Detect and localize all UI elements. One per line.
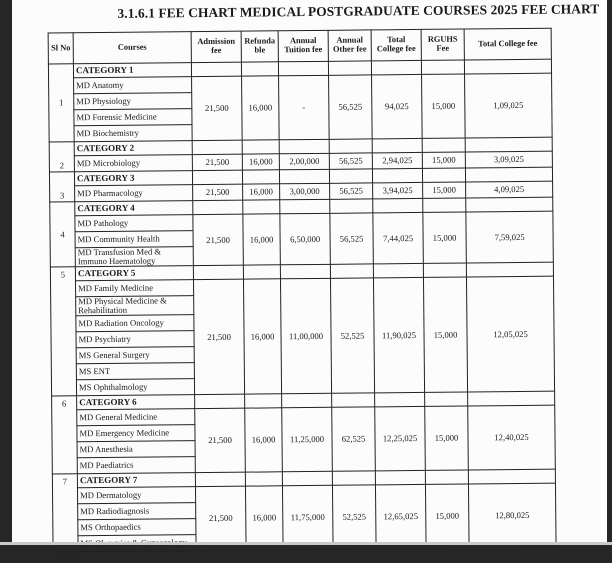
course-row [50,276,553,297]
course-name: MD General Medicine [77,409,195,426]
blank-cell [280,199,330,213]
blank-cell [421,60,464,74]
blank-cell [425,392,468,406]
course-name: MD Pharmacology [75,185,193,202]
course-row [49,73,552,94]
header-annual-other-fee: Annual Other fee [328,30,371,61]
total-college-fee-value: 11,90,025 [373,277,424,393]
blank-cell [193,265,243,279]
category-label: CATEGORY 3 [74,171,192,186]
annual-other-fee-value: 62,525 [332,407,376,471]
viewer-bottom-bar [0,542,612,545]
header-rguhs-fee: RGUHS Fee [421,29,464,60]
refundable-value: 16,000 [245,408,283,472]
grand-total-fee-value: 3,09,025 [465,151,552,168]
blank-cell [373,198,423,212]
blank-cell [195,394,245,408]
blank-cell [373,263,423,277]
blank-cell [330,199,373,213]
course-name: MD Forensic Medicine [74,109,192,126]
blank-cell [243,200,280,214]
refundable-value: 16,000 [243,184,280,200]
course-name: MD Family Medicine [75,280,193,297]
header-refundable: Refunda ble [241,31,278,62]
sl-no-cell: 4 [50,202,76,267]
rguhs-fee-value: 15,000 [422,152,465,168]
total-college-fee-value: 2,94,025 [372,152,422,168]
category-label: CATEGORY 4 [75,201,193,216]
blank-cell [425,470,468,484]
blank-cell [328,61,371,75]
blank-cell [468,469,555,484]
blank-cell [282,471,332,485]
category-label: CATEGORY 5 [75,266,193,281]
blank-cell [279,169,329,183]
blank-cell [242,170,279,184]
blank-cell [371,60,421,74]
refundable-value: 16,000 [243,214,280,265]
blank-cell [279,139,329,153]
annual-other-fee-value: 56,525 [330,183,373,199]
blank-cell [245,394,282,408]
page-title: 3.1.6.1 FEE CHART MEDICAL POSTGRADUATE COURSES 2025 FEE CHART [117,1,600,21]
blank-cell [375,392,425,406]
annual-other-fee-value: 56,525 [329,75,373,139]
rguhs-fee-value: 15,000 [425,406,469,470]
course-name: MD Community Health [75,231,193,248]
course-name: MD Anatomy [74,77,192,94]
blank-cell [465,137,552,152]
grand-total-fee-value: 1,09,025 [465,73,553,138]
blank-cell [422,138,465,152]
admission-fee-value: 21,500 [195,486,246,550]
blank-cell [329,139,372,153]
sl-no-cell: 6 [52,396,78,474]
course-name: MD Dermatology [77,487,195,504]
blank-cell [423,198,466,212]
blank-cell [192,140,242,154]
annual-other-fee-value: 52,525 [330,278,374,393]
category-label: CATEGORY 6 [77,395,195,410]
sl-no-cell: 7 [52,474,78,552]
header-annual-tuition-fee: Annual Tuition fee [278,30,328,61]
grand-total-fee-value: 12,40,025 [468,405,556,470]
document-page [12,0,607,542]
course-name: MD Biochemistry [74,125,192,142]
total-college-fee-value: 12,65,025 [375,484,426,548]
course-name: MS Orthopaedics [78,519,196,536]
annual-other-fee-value: 56,525 [329,153,372,169]
total-college-fee-value: 94,025 [372,74,423,138]
refundable-value: 16,000 [242,76,280,140]
course-name: MD Psychiatry [76,331,194,348]
course-name: MD Microbiology [74,155,192,172]
admission-fee-value: 21,500 [192,154,242,170]
total-college-fee-value: 3,94,025 [373,182,423,198]
annual-tuition-fee-value: 2,00,000 [279,153,329,169]
header-grand-total-fee: Total College fee [464,28,551,60]
rguhs-fee-value: 15,000 [423,182,466,198]
blank-cell [329,169,372,183]
blank-cell [278,61,328,75]
grand-total-fee-value: 12,05,025 [466,276,554,392]
blank-cell [466,262,553,277]
blank-cell [332,471,375,485]
header-total-college-fee: Total College fee [371,29,421,60]
blank-cell [193,200,243,214]
blank-cell [191,62,241,76]
annual-tuition-fee-value: 11,75,000 [282,485,333,549]
annual-tuition-fee-value: 3,00,000 [280,183,330,199]
course-name: MS Ophthalmology [76,379,194,396]
course-name: MD Anesthesia [77,441,195,458]
course-name: MD Transfusion Med & Immuno Haematology [75,247,193,267]
course-name: MD Pathology [75,215,193,232]
blank-cell [241,62,278,76]
sl-no-cell: 5 [50,267,76,396]
annual-other-fee-value: 52,525 [332,485,376,549]
sl-no-cell: 2 [49,142,74,172]
blank-cell [372,168,422,182]
course-name: MD Physical Medicine & Rehabilitation [76,296,194,316]
blank-cell [372,138,422,152]
rguhs-fee-value: 15,000 [425,484,469,548]
blank-cell [243,265,280,279]
blank-cell [192,170,242,184]
admission-fee-value: 21,500 [195,408,246,472]
rguhs-fee-value: 15,000 [423,277,467,392]
annual-tuition-fee-value: 11,25,000 [282,407,333,471]
admission-fee-value: 21,500 [192,76,243,140]
blank-cell [468,391,555,406]
refundable-value: 16,000 [242,154,279,170]
sl-no-cell: 3 [49,172,74,202]
refundable-value: 16,000 [245,486,283,550]
blank-cell [465,167,552,182]
blank-cell [330,264,373,278]
rguhs-fee-value: 15,000 [422,74,466,138]
scanned-document [9,0,609,563]
course-name: MD Emergency Medicine [77,425,195,442]
course-name: MD Radiation Oncology [76,315,194,332]
course-row [52,483,555,504]
annual-tuition-fee-value: 6,50,000 [280,213,330,265]
admission-fee-value: 21,500 [193,184,243,200]
header-sl-no: Sl No [48,33,73,64]
annual-tuition-fee-value: 11,00,000 [280,278,331,394]
category-label: CATEGORY 7 [77,473,195,488]
course-row [52,405,555,426]
course-name: MD Radiodiagnosis [78,503,196,520]
fee-table-body [48,59,556,552]
annual-tuition-fee-value: - [279,75,330,139]
header-courses: Courses [73,32,191,64]
category-label: CATEGORY 1 [73,63,191,78]
total-college-fee-value: 7,44,025 [373,212,423,264]
course-name: MD Physiology [74,93,192,110]
course-name: MD Paediatrics [77,457,195,474]
blank-cell [375,470,425,484]
header-row [48,28,551,64]
blank-cell [195,472,245,486]
grand-total-fee-value: 7,59,025 [466,211,553,263]
admission-fee-value: 21,500 [193,214,243,266]
fee-chart-table [48,28,557,553]
header-admission-fee: Admission fee [191,31,241,62]
annual-other-fee-value: 56,525 [330,213,373,264]
blank-cell [422,168,465,182]
course-name: MS ENT [76,363,194,380]
blank-cell [280,264,330,278]
blank-cell [332,393,375,407]
sl-no-cell: 1 [48,64,74,142]
blank-cell [464,59,551,74]
total-college-fee-value: 12,25,025 [375,406,426,470]
blank-cell [245,472,282,486]
course-row [50,211,553,232]
course-name: MS General Surgery [76,347,194,364]
blank-cell [466,197,553,212]
blank-cell [282,393,332,407]
blank-cell [423,263,466,277]
category-label: CATEGORY 2 [74,141,192,156]
blank-cell [242,140,279,154]
grand-total-fee-value: 4,09,025 [466,181,553,198]
rguhs-fee-value: 15,000 [423,212,466,263]
admission-fee-value: 21,500 [193,279,244,395]
refundable-value: 16,000 [243,279,281,394]
grand-total-fee-value: 12,80,025 [468,483,556,548]
